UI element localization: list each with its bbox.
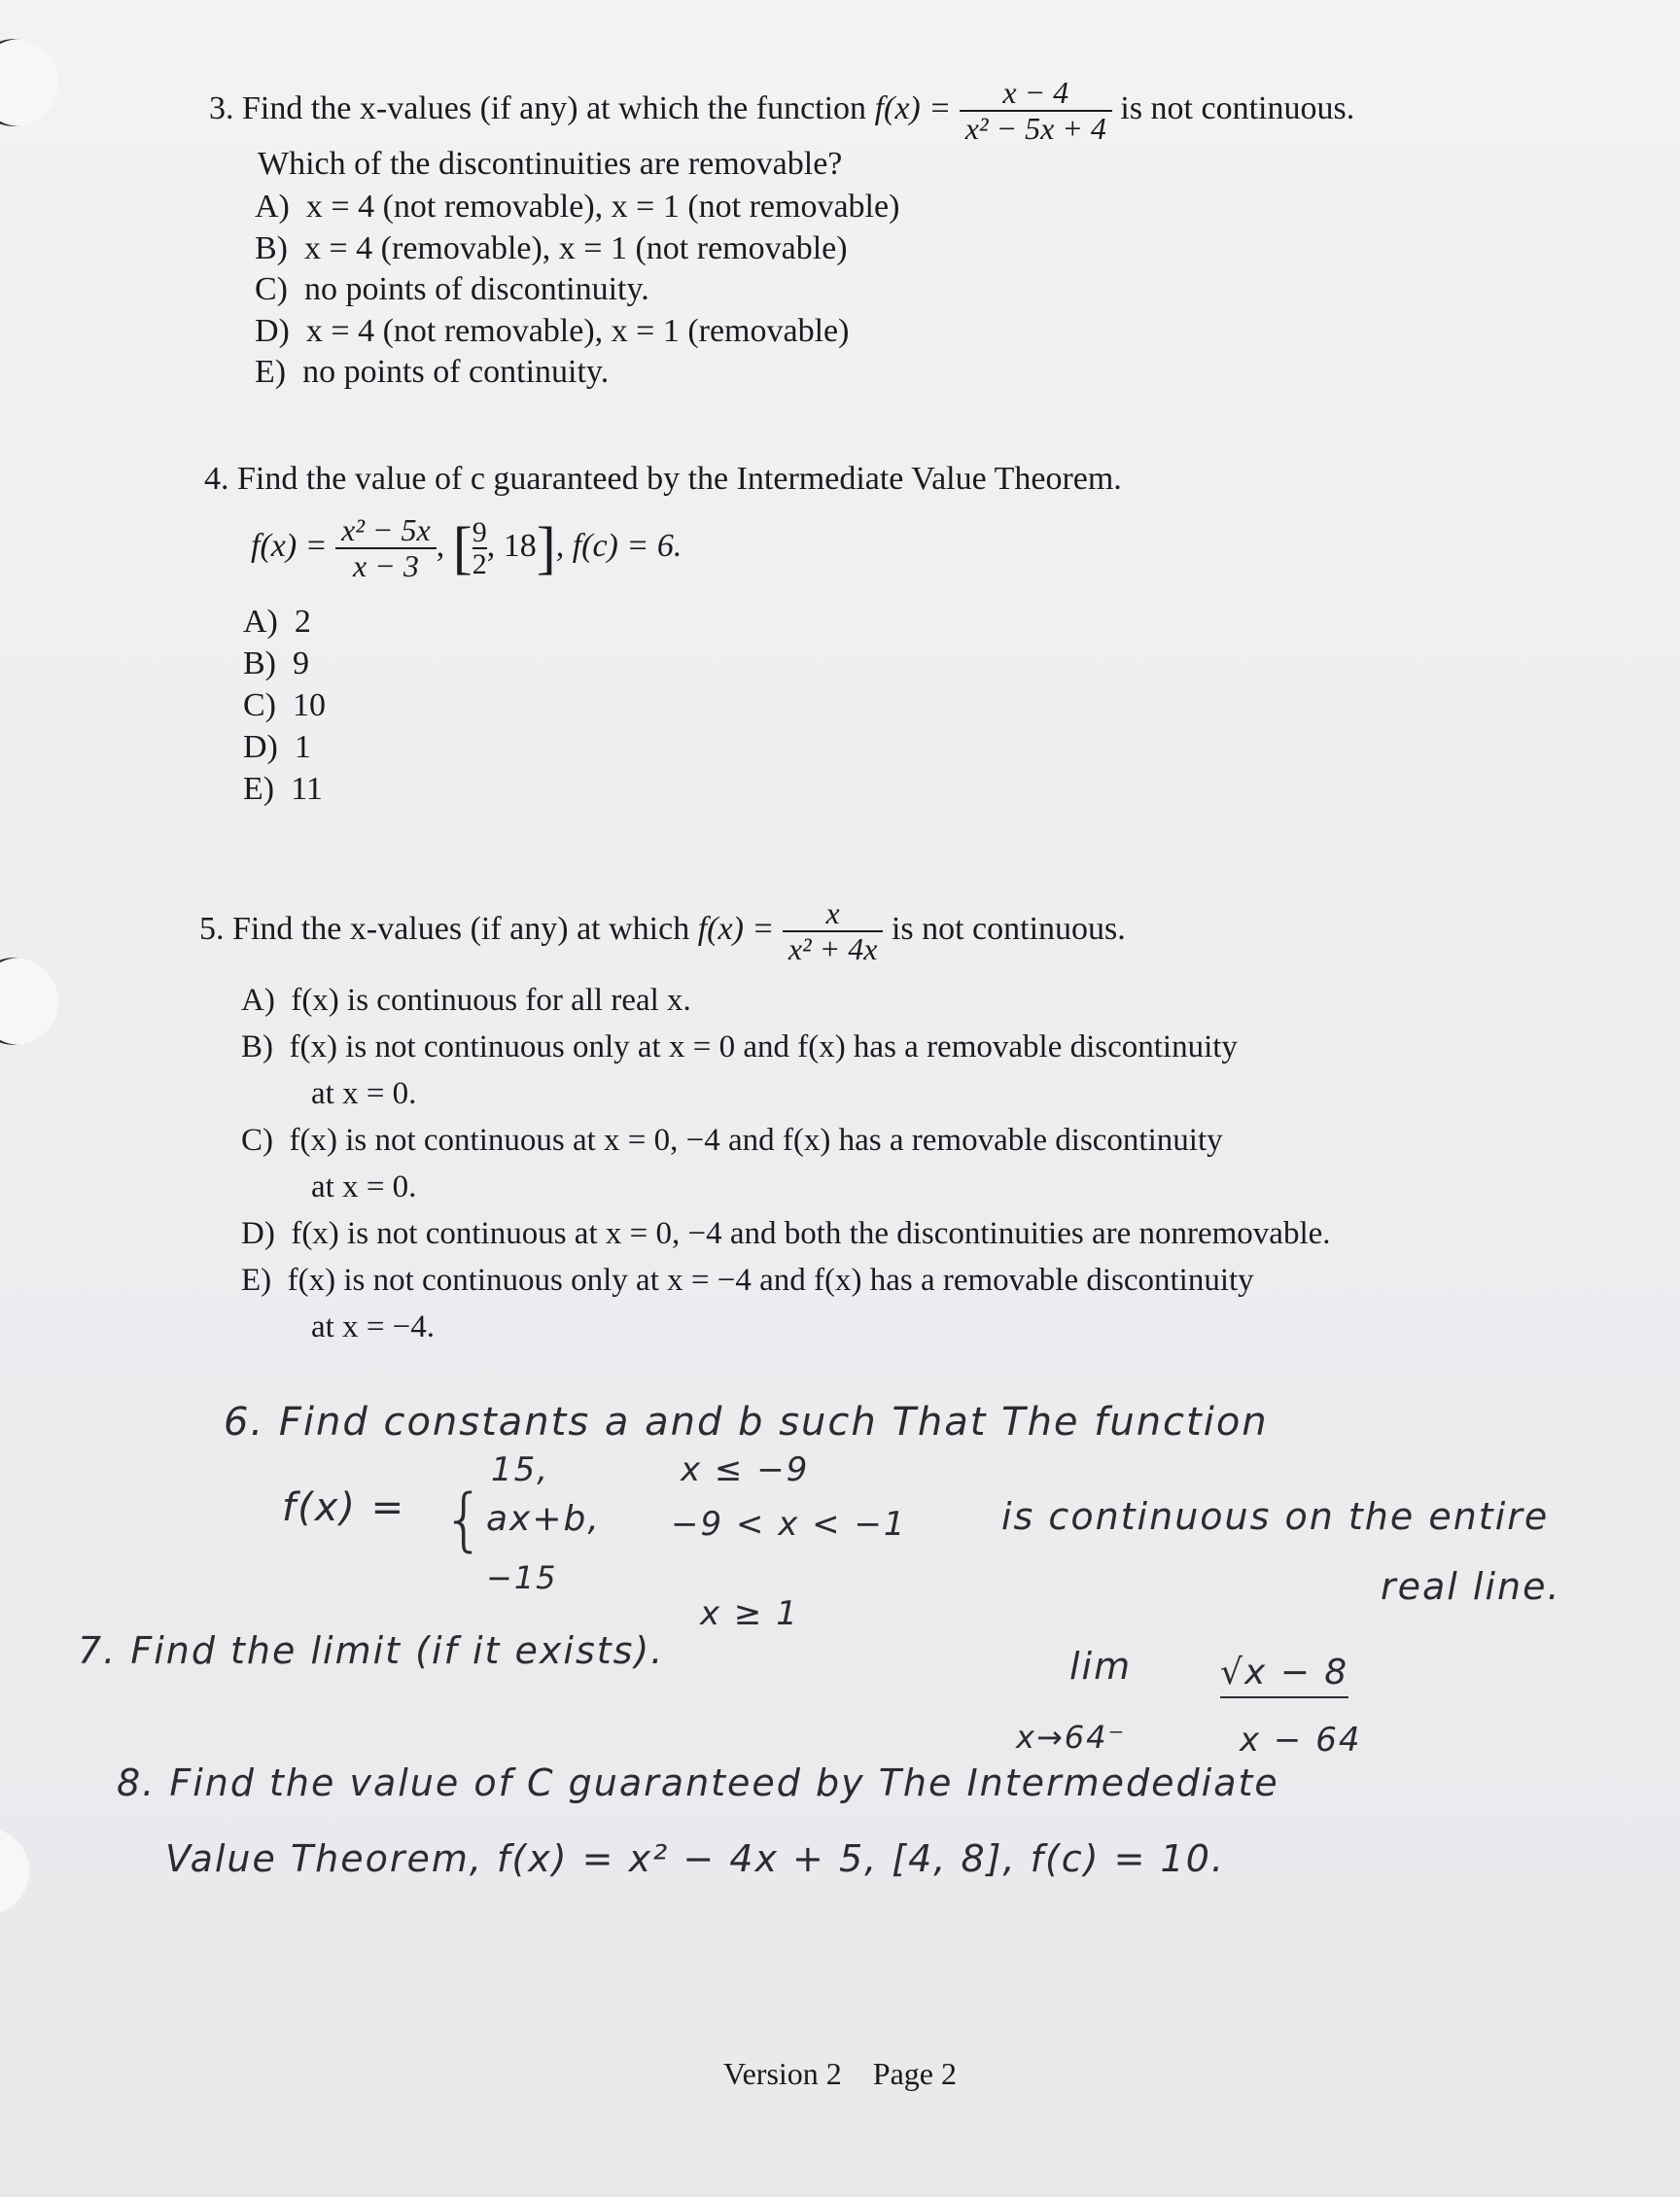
- handwritten-cond-3: x ≥ 1: [700, 1594, 799, 1633]
- interval-denominator: 2: [472, 548, 487, 581]
- option-letter: C): [255, 271, 288, 307]
- option-letter: B): [243, 645, 276, 681]
- option-text: 9: [293, 645, 309, 681]
- question-number: 5.: [199, 910, 225, 947]
- option-letter: D): [243, 729, 278, 765]
- ivt-condition: , f(c) = 6.: [555, 527, 682, 564]
- option-text: x = 4 (not removable), x = 1 (not removable): [305, 189, 900, 225]
- handwritten-case-1: 15,: [491, 1450, 550, 1489]
- function-fraction: [783, 896, 884, 966]
- handwritten-brace: {: [442, 1480, 488, 1559]
- option-text: x = 4 (removable), x = 1 (not removable): [304, 229, 848, 266]
- footer-version: Version 2: [723, 2056, 842, 2091]
- option-letter: B): [241, 1029, 273, 1064]
- option-text: 11: [291, 771, 323, 807]
- option-letter: A): [243, 604, 278, 640]
- option-e[interactable]: [243, 768, 326, 810]
- handwritten-q8-line1: 8. Find the value of C guaranteed by The Intermedediate: [117, 1761, 1279, 1804]
- option-a[interactable]: [255, 187, 899, 228]
- option-b[interactable]: [255, 228, 899, 270]
- question-3-options: [255, 187, 899, 394]
- handwritten-cond-2: −9 < x < −1: [671, 1505, 907, 1544]
- question-text: Find the x-values (if any) at which: [232, 910, 690, 947]
- function-label: f(x) =: [697, 910, 775, 947]
- option-c[interactable]: [243, 684, 326, 726]
- question-4-options: [243, 601, 326, 810]
- left-bracket: [: [452, 515, 472, 580]
- option-c[interactable]: [255, 269, 899, 311]
- interval-numerator: 9: [472, 515, 487, 548]
- option-text: x = 4 (not removable), x = 1 (removable): [305, 312, 850, 349]
- option-letter: C): [241, 1123, 273, 1158]
- option-letter: E): [243, 771, 275, 807]
- function-fraction: [335, 513, 437, 583]
- option-letter: A): [255, 189, 290, 225]
- question-4-stem: [204, 461, 1122, 498]
- question-5-options: [241, 977, 1331, 1350]
- fraction-numerator: x: [825, 895, 840, 930]
- option-text: f(x) is continuous for all real x.: [291, 983, 691, 1018]
- option-text: 10: [293, 687, 326, 723]
- handwritten-q8-line2: Value Theorem, f(x) = x² − 4x + 5, [4, 8], f(c) = 10.: [165, 1837, 1225, 1880]
- option-letter: A): [241, 983, 275, 1018]
- option-text: 2: [294, 604, 311, 640]
- handwritten-limit-denominator: x − 64: [1240, 1721, 1362, 1760]
- option-letter: B): [255, 229, 288, 266]
- option-e[interactable]: [241, 1257, 1331, 1304]
- fraction-numerator: x² − 5x: [341, 512, 431, 547]
- option-text: no points of continuity.: [302, 354, 610, 390]
- handwritten-q7-line: 7. Find the limit (if it exists).: [78, 1629, 665, 1672]
- option-letter: D): [255, 312, 290, 349]
- option-text: 1: [294, 729, 311, 765]
- question-tail: is not continuous.: [891, 910, 1126, 947]
- option-d[interactable]: [243, 726, 326, 768]
- interval-start-fraction: [472, 517, 487, 580]
- option-e-continuation: at x = −4.: [311, 1309, 436, 1344]
- handwritten-lim-subscript: x→64⁻: [1016, 1719, 1127, 1756]
- question-number: 4.: [204, 461, 229, 497]
- option-a[interactable]: [243, 601, 326, 643]
- option-c[interactable]: [241, 1117, 1331, 1164]
- handwritten-lim: lim: [1069, 1645, 1133, 1688]
- option-text: f(x) is not continuous only at x = 0 and f(x) has a removable discontinuity: [289, 1029, 1238, 1064]
- handwritten-case-3: −15: [486, 1559, 558, 1596]
- handwritten-cond-1: x ≤ −9: [681, 1450, 810, 1489]
- handwritten-q6-function: f(x) =: [282, 1485, 406, 1530]
- option-letter: C): [243, 687, 276, 723]
- right-bracket: ]: [536, 515, 556, 580]
- fraction-denominator: x − 3: [335, 547, 437, 583]
- option-letter: D): [241, 1216, 275, 1251]
- option-text: no points of discontinuity.: [304, 271, 649, 307]
- option-b-continuation: at x = 0.: [311, 1076, 417, 1111]
- handwritten-q6-tail1: is continuous on the entire: [1001, 1495, 1550, 1538]
- handwritten-q6-tail2: real line.: [1381, 1565, 1561, 1608]
- question-tail: is not continuous.: [1120, 89, 1355, 126]
- option-letter: E): [241, 1263, 272, 1298]
- question-3-stem: [209, 76, 1354, 146]
- function-fraction: [960, 76, 1112, 146]
- function-label: f(x) =: [874, 89, 952, 126]
- option-b[interactable]: [243, 643, 326, 684]
- handwritten-limit-numerator: √x − 8: [1220, 1653, 1348, 1698]
- handwritten-case-2: ax+b,: [486, 1499, 601, 1539]
- question-number: 3.: [209, 89, 234, 126]
- question-5-stem: [199, 896, 1126, 966]
- option-d[interactable]: [241, 1210, 1331, 1257]
- handwritten-q6-line1: 6. Find constants a and b such That The function: [224, 1400, 1269, 1445]
- function-label: f(x) =: [251, 527, 328, 564]
- option-a[interactable]: [241, 977, 1331, 1024]
- question-text: Find the x-values (if any) at which the function: [242, 89, 867, 126]
- question-text: Find the value of c guaranteed by the Intermediate Value Theorem.: [237, 461, 1122, 497]
- option-b[interactable]: [241, 1024, 1331, 1070]
- footer-page: Page 2: [872, 2056, 957, 2091]
- fraction-numerator: x − 4: [1002, 75, 1069, 110]
- option-d[interactable]: [255, 311, 899, 353]
- interval-end: , 18: [486, 527, 537, 564]
- question-3-subquestion: Which of the discontinuities are removable?: [258, 146, 843, 182]
- option-text: f(x) is not continuous only at x = −4 and f(x) has a removable discontinuity: [287, 1263, 1254, 1298]
- fraction-denominator: x² + 4x: [783, 930, 884, 966]
- option-e[interactable]: [255, 352, 899, 394]
- option-c-continuation: at x = 0.: [311, 1169, 417, 1204]
- option-text: f(x) is not continuous at x = 0, −4 and f(x) has a removable discontinuity: [289, 1123, 1223, 1158]
- fraction-denominator: x² − 5x + 4: [960, 110, 1112, 146]
- question-4-function: f(x) = $\frac{\text{x² − 5x}}{x - 3}$ , [$\frac{9}{2}$ , 18], f(c) = 6.: [251, 512, 682, 584]
- option-letter: E): [255, 354, 287, 390]
- page-footer: [0, 2056, 1680, 2092]
- option-text: f(x) is not continuous at x = 0, −4 and both the discontinuities are nonremovable.: [291, 1216, 1331, 1251]
